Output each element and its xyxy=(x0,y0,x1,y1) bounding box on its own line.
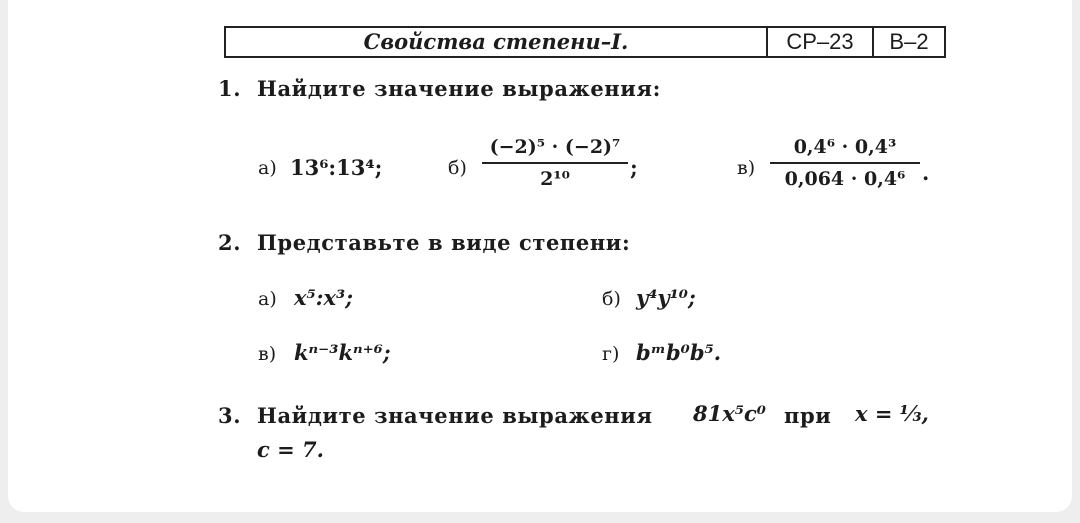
task-3-expression: 81x⁵c⁰ xyxy=(693,401,766,426)
task-1-prompt: Найдите значение выражения: xyxy=(257,76,661,101)
task-1a-label: а) xyxy=(258,157,277,179)
task-2c-label: в) xyxy=(258,343,277,365)
fraction-bar xyxy=(770,162,920,164)
task-1c-terminator: . xyxy=(922,160,930,185)
task-2b-label: б) xyxy=(602,288,621,310)
task-1b-numerator: (−2)⁵ · (−2)⁷ xyxy=(489,136,621,158)
task-3-x-condition: x = ⅓, xyxy=(855,401,929,426)
task-1c-denominator: 0,064 · 0,4⁶ xyxy=(784,168,906,190)
task-3-when: при xyxy=(784,403,832,428)
worksheet xyxy=(8,0,1072,512)
fraction-bar xyxy=(482,162,628,164)
task-2d-expression: bᵐb⁰b⁵. xyxy=(636,340,722,365)
task-1-number: 1. xyxy=(218,76,242,101)
task-2a-expression: x⁵:x³; xyxy=(294,285,353,310)
task-2c-expression: kⁿ⁻³kⁿ⁺⁶; xyxy=(294,340,391,365)
worksheet-code: СР–23 xyxy=(766,28,872,56)
task-1b-denominator: 2¹⁰ xyxy=(540,168,570,190)
task-1a-expression: 13⁶:13⁴; xyxy=(290,155,383,180)
worksheet-title: Свойства степени–I. xyxy=(363,29,629,54)
task-1c-label: в) xyxy=(737,157,756,179)
task-2d-label: г) xyxy=(602,343,620,365)
task-3-prompt: Найдите значение выражения xyxy=(257,403,653,428)
worksheet-variant: В–2 xyxy=(872,28,944,56)
task-1b-fraction xyxy=(482,134,628,192)
task-2-prompt: Представьте в виде степени: xyxy=(257,230,631,255)
task-1b-label: б) xyxy=(448,157,467,179)
task-1c-numerator: 0,4⁶ · 0,4³ xyxy=(793,136,897,158)
header-table xyxy=(224,26,946,58)
task-3-c-condition: c = 7. xyxy=(257,437,324,462)
task-1c-fraction xyxy=(770,134,920,192)
task-3-number: 3. xyxy=(218,403,242,428)
task-1b-terminator: ; xyxy=(630,155,638,180)
task-2a-label: а) xyxy=(258,288,277,310)
task-2b-expression: y⁴y¹⁰; xyxy=(636,285,696,310)
task-2-number: 2. xyxy=(218,230,242,255)
